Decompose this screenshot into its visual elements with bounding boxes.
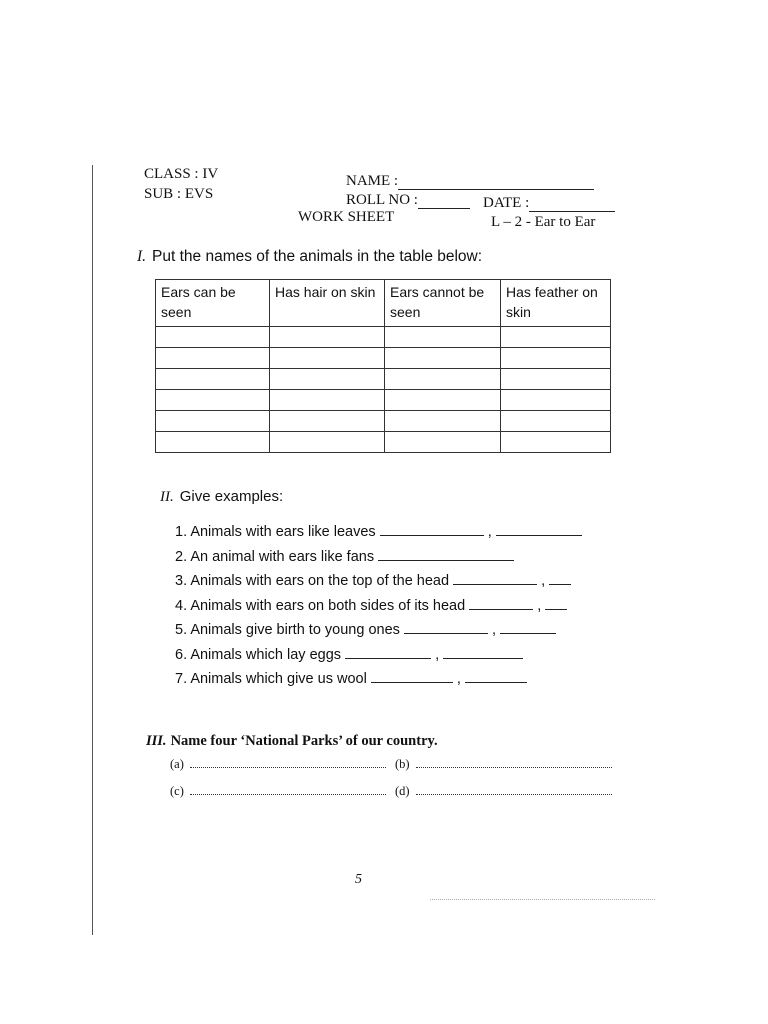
answer-blank-b[interactable] bbox=[416, 757, 612, 768]
table-cell[interactable] bbox=[385, 390, 501, 411]
table-cell[interactable] bbox=[156, 348, 270, 369]
list-item: 6. Animals which lay eggs , bbox=[175, 644, 582, 669]
example-text: 3. Animals with ears on the top of the head bbox=[175, 573, 450, 589]
worksheet-label: WORK SHEET bbox=[298, 209, 395, 225]
table-cell[interactable] bbox=[501, 390, 611, 411]
answer-blank[interactable] bbox=[371, 670, 453, 683]
table-cell[interactable] bbox=[501, 348, 611, 369]
table-header-ears-not-seen: Ears cannot be seen bbox=[385, 280, 501, 327]
example-text: 5. Animals give birth to young ones bbox=[175, 622, 400, 638]
table-cell[interactable] bbox=[156, 327, 270, 348]
date-label: DATE : bbox=[483, 195, 530, 211]
table-cell[interactable] bbox=[501, 411, 611, 432]
roll-label: ROLL NO : bbox=[346, 192, 418, 208]
answer-blank[interactable] bbox=[443, 646, 523, 659]
class-label: CLASS : IV bbox=[144, 166, 219, 182]
table-row bbox=[156, 432, 611, 453]
margin-line bbox=[92, 165, 93, 935]
name-label: NAME : bbox=[346, 173, 399, 189]
table-header-feather: Has feather on skin bbox=[501, 280, 611, 327]
national-park-row-1 bbox=[170, 757, 618, 772]
table-cell[interactable] bbox=[270, 327, 385, 348]
table-row bbox=[156, 327, 611, 348]
list-item: 1. Animals with ears like leaves , bbox=[175, 521, 582, 546]
answer-blank-a[interactable] bbox=[190, 757, 386, 768]
option-a-label: (a) bbox=[170, 757, 184, 771]
section1-heading bbox=[137, 248, 482, 266]
answer-blank[interactable] bbox=[549, 572, 571, 585]
example-text: 7. Animals which give us wool bbox=[175, 671, 367, 687]
option-c-label: (c) bbox=[170, 784, 184, 798]
table-cell[interactable] bbox=[156, 411, 270, 432]
table-cell[interactable] bbox=[501, 432, 611, 453]
section3-prompt: Name four ‘National Parks’ of our country. bbox=[170, 733, 438, 749]
section1-number: I. bbox=[137, 248, 147, 265]
table-cell[interactable] bbox=[270, 348, 385, 369]
list-item bbox=[175, 546, 582, 571]
table-header-ears-seen: Ears can be seen bbox=[156, 280, 270, 327]
example-text: 4. Animals with ears on both sides of its head bbox=[175, 597, 466, 614]
list-item: 3. Animals with ears on the top of the head , bbox=[175, 570, 582, 595]
subject-label: SUB : EVS bbox=[144, 186, 214, 202]
answer-blank-d[interactable] bbox=[416, 784, 612, 795]
table-cell[interactable] bbox=[156, 390, 270, 411]
table-cell[interactable] bbox=[385, 327, 501, 348]
date-blank bbox=[529, 197, 615, 212]
table-cell[interactable] bbox=[156, 369, 270, 390]
table-cell[interactable] bbox=[270, 432, 385, 453]
table-row bbox=[156, 390, 611, 411]
table-cell[interactable] bbox=[501, 327, 611, 348]
list-item: 5. Animals give birth to young ones , bbox=[175, 619, 582, 644]
name-field bbox=[346, 173, 594, 190]
table-cell[interactable] bbox=[270, 411, 385, 432]
answer-blank[interactable] bbox=[380, 523, 484, 536]
table-cell[interactable] bbox=[385, 432, 501, 453]
roll-field bbox=[346, 192, 470, 209]
table-row bbox=[156, 348, 611, 369]
animals-table bbox=[155, 279, 611, 453]
answer-blank[interactable] bbox=[545, 597, 567, 610]
list-item: 7. Animals which give us wool , bbox=[175, 668, 582, 693]
name-blank bbox=[398, 175, 594, 190]
table-cell[interactable] bbox=[385, 348, 501, 369]
page-number: 5 bbox=[355, 872, 362, 887]
list-item: 4. Animals with ears on both sides of its head , bbox=[175, 595, 582, 620]
option-d-label: (d) bbox=[395, 784, 410, 798]
answer-blank[interactable] bbox=[469, 597, 533, 610]
lesson-label: L – 2 - Ear to Ear bbox=[491, 214, 596, 230]
section2-number: II. bbox=[160, 489, 174, 505]
section2-prompt: Give examples: bbox=[179, 488, 284, 505]
answer-blank[interactable] bbox=[453, 572, 537, 585]
answer-blank[interactable] bbox=[378, 548, 514, 561]
answer-blank[interactable] bbox=[465, 670, 527, 683]
table-cell[interactable] bbox=[270, 390, 385, 411]
table-cell[interactable] bbox=[501, 369, 611, 390]
table-cell[interactable] bbox=[270, 369, 385, 390]
table-cell[interactable] bbox=[156, 432, 270, 453]
table-header-row bbox=[156, 280, 611, 327]
answer-blank[interactable] bbox=[404, 621, 488, 634]
table-row bbox=[156, 411, 611, 432]
example-text: 2. An animal with ears like fans bbox=[175, 548, 375, 565]
answer-blank[interactable] bbox=[496, 523, 582, 536]
answer-blank-c[interactable] bbox=[190, 784, 386, 795]
table-cell[interactable] bbox=[385, 411, 501, 432]
section1-prompt: Put the names of the animals in the table below: bbox=[152, 248, 483, 265]
examples-list bbox=[175, 521, 582, 693]
section3-heading bbox=[146, 733, 438, 750]
roll-blank bbox=[418, 194, 470, 209]
table-row bbox=[156, 369, 611, 390]
answer-blank[interactable] bbox=[345, 646, 431, 659]
section3-number: III. bbox=[146, 733, 167, 749]
option-b-label: (b) bbox=[395, 757, 410, 771]
date-field bbox=[483, 195, 615, 212]
table-cell[interactable] bbox=[385, 369, 501, 390]
section2-heading bbox=[160, 488, 283, 506]
national-park-row-2 bbox=[170, 784, 618, 799]
scan-artifact-line bbox=[430, 899, 655, 900]
answer-blank[interactable] bbox=[500, 621, 556, 634]
example-text: 6. Animals which lay eggs bbox=[175, 646, 342, 663]
table-header-hair: Has hair on skin bbox=[270, 280, 385, 327]
example-text: 1. Animals with ears like leaves bbox=[175, 524, 376, 540]
